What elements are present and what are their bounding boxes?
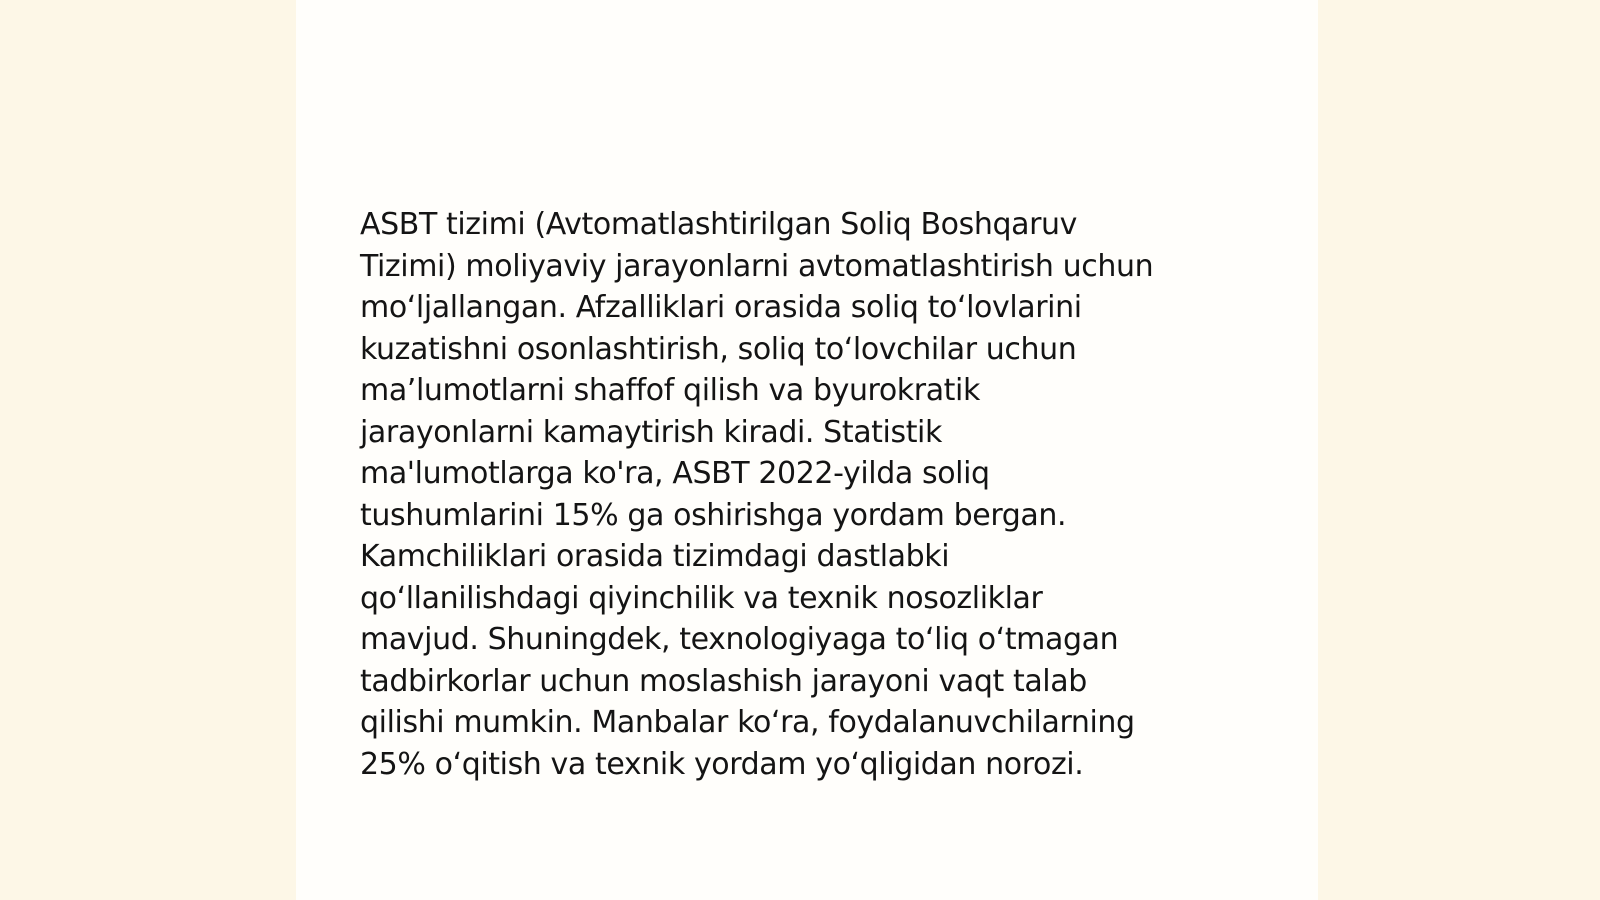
paragraph-line: qilishi mumkin. Manbalar ko‘ra, foydalanuvchilarning	[360, 705, 1135, 740]
paragraph-line: qo‘llanilishdagi qiyinchilik va texnik nosozliklar	[360, 580, 1043, 616]
paragraph-line: 25% o‘qitish va texnik yordam yo‘qligidan norozi.	[360, 746, 1084, 782]
paragraph-line: tushumlarini 15% ga oshirishga yordam bergan.	[360, 497, 1067, 533]
paragraph-line: mavjud. Shuningdek, texnologiyaga to‘liq o‘tmagan	[360, 622, 1119, 657]
body-paragraph	[360, 204, 1260, 785]
document-sheet	[296, 0, 1318, 900]
paragraph-line: ma’lumotlarni shaffof qilish va byurokratik	[360, 373, 980, 408]
paragraph-line: ASBT tizimi (Avtomatlashtirilgan Soliq Boshqaruv	[360, 207, 1077, 242]
paragraph-line: mo‘ljallangan. Afzalliklari orasida soliq to‘lovlarini	[360, 290, 1082, 325]
paragraph-line: jarayonlarni kamaytirish kiradi. Statistik	[360, 414, 942, 450]
paragraph-line: kuzatishni osonlashtirish, soliq to‘lovchilar uchun	[360, 331, 1077, 367]
paragraph-line: tadbirkorlar uchun moslashish jarayoni vaqt talab	[360, 663, 1087, 699]
paragraph-line: Kamchiliklari orasida tizimdagi dastlabki	[360, 539, 950, 574]
paragraph-line: ma'lumotlarga ko'ra, ASBT 2022-yilda soliq	[360, 456, 990, 491]
paragraph-line: Tizimi) moliyaviy jarayonlarni avtomatlashtirish uchun	[360, 248, 1154, 284]
